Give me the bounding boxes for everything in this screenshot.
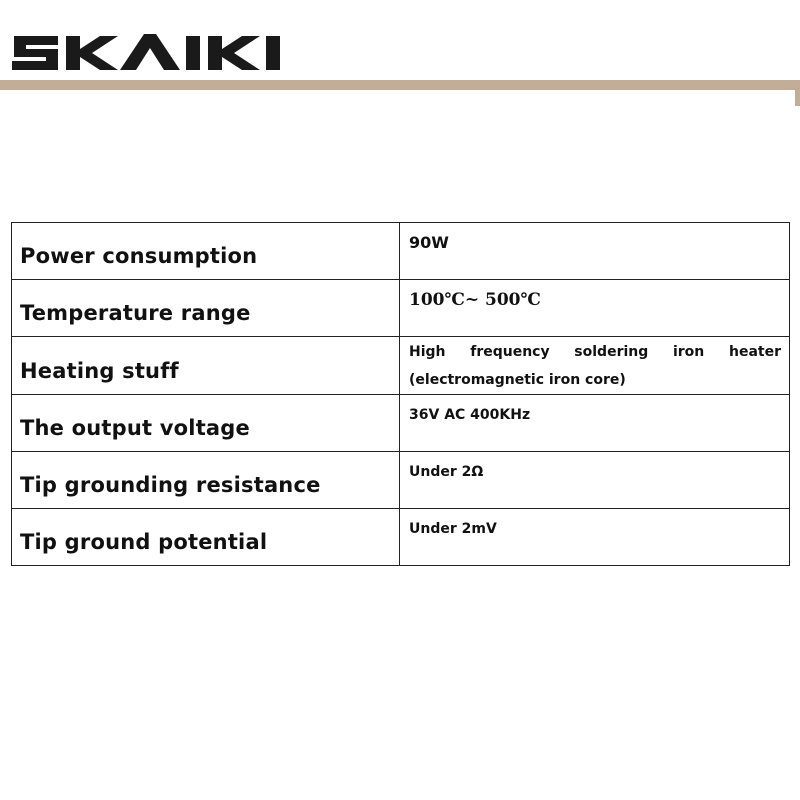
table-row — [12, 509, 790, 566]
spec-value: High frequency soldering iron heater (electromagnetic iron core) — [409, 344, 781, 388]
spec-value: 90W — [409, 233, 449, 252]
spec-value-cell — [400, 452, 790, 509]
spec-label: Power consumption — [20, 244, 258, 268]
table-row — [12, 223, 790, 280]
spec-value: 36V AC 400KHz — [409, 407, 531, 423]
spec-label: Tip ground potential — [20, 530, 268, 554]
spec-table — [11, 222, 790, 566]
page-header — [0, 0, 800, 108]
spec-label: Heating stuff — [20, 358, 179, 383]
table-row — [12, 395, 790, 452]
spec-value-cell — [400, 223, 790, 280]
spec-value: Under 2mV — [409, 521, 497, 537]
spec-value-cell — [400, 509, 790, 566]
spec-label-cell — [12, 223, 400, 280]
spec-label-cell — [12, 452, 400, 509]
header-divider-tick — [795, 90, 800, 106]
spec-label-cell — [12, 395, 400, 452]
spec-value-cell — [400, 280, 790, 337]
spec-label-cell — [12, 280, 400, 337]
brand-logo-image — [8, 28, 298, 78]
spec-label-cell — [12, 337, 400, 395]
brand-logo — [8, 28, 298, 78]
spec-label: Tip grounding resistance — [20, 473, 321, 497]
spec-label-cell — [12, 509, 400, 566]
table-row — [12, 452, 790, 509]
table-row — [12, 280, 790, 337]
spec-value: 100℃~ 500℃ — [409, 290, 541, 310]
table-row — [12, 337, 790, 395]
spec-label: Temperature range — [20, 301, 251, 325]
spec-label: The output voltage — [20, 416, 250, 440]
header-divider — [0, 80, 800, 90]
spec-value: Under 2Ω — [409, 464, 484, 480]
spec-value-cell — [400, 395, 790, 452]
spec-value-cell — [400, 337, 790, 395]
